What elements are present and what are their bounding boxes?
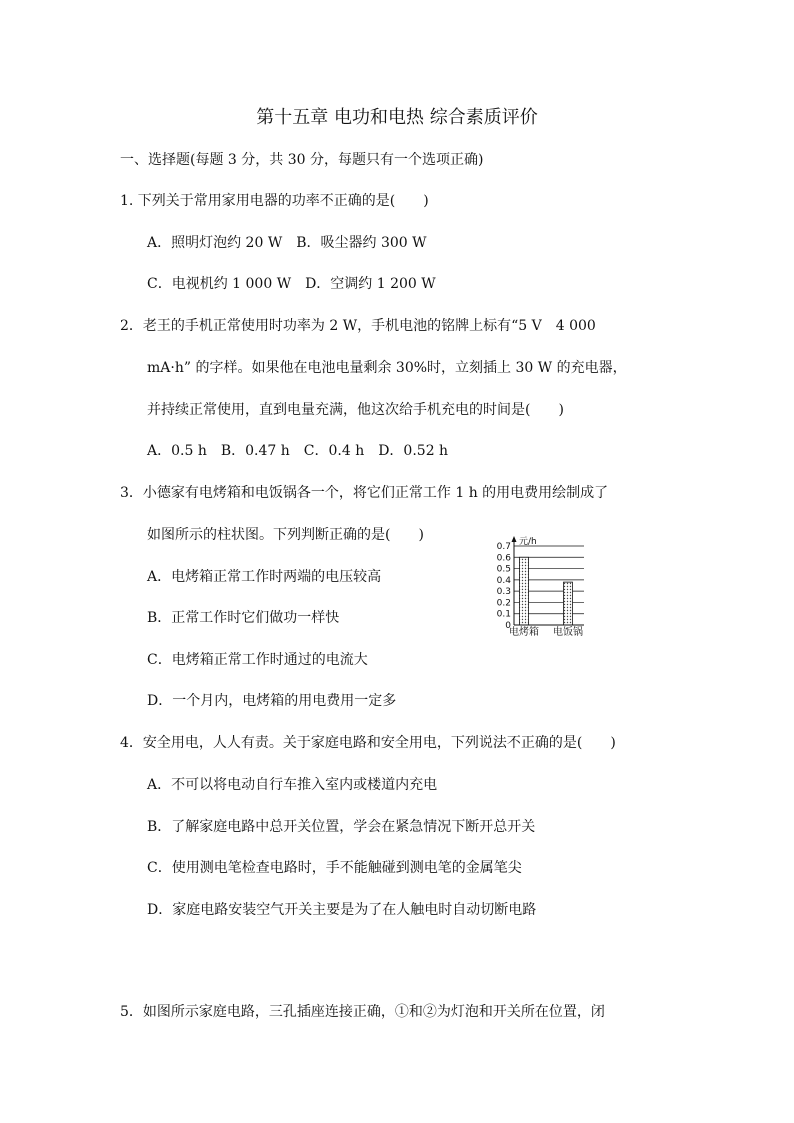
- question-2-line-3: 并持续正常使用，直到电量充满，他这次给手机充电的时间是( ): [147, 402, 564, 418]
- y-tick-label: 0.5: [496, 564, 511, 575]
- page-title: 第十五章 电功和电热 综合素质评价: [256, 107, 538, 128]
- question-3-option-d: D．一个月内，电烤箱的用电费用一定多: [147, 693, 397, 709]
- y-tick-label: 0.7: [496, 542, 511, 552]
- question-3-option-c: C．电烤箱正常工作时通过的电流大: [147, 652, 368, 668]
- x-category-label: 电烤箱: [509, 627, 539, 638]
- question-1-options-ab: A．照明灯泡约 20 W B．吸尘器约 300 W: [147, 235, 427, 251]
- bar-chart: [476, 534, 602, 638]
- y-tick-label: 0.6: [496, 553, 511, 564]
- bar-oven: [520, 557, 529, 625]
- question-2-line-1: 2．老王的手机正常使用时功率为 2 W，手机电池的铭牌上标有“5 V 4 000: [120, 318, 596, 334]
- x-category-label: 电饭锅: [553, 627, 583, 638]
- question-3-option-a: A．电烤箱正常工作时两端的电压较高: [147, 569, 382, 585]
- y-tick-label: 0.3: [496, 587, 511, 598]
- section-heading: 一、选择题(每题 3 分，共 30 分，每题只有一个选项正确): [120, 152, 484, 168]
- bar-rice-cooker: [564, 582, 573, 625]
- y-axis-arrow-icon: [512, 536, 517, 542]
- y-tick-label: 0.1: [496, 609, 511, 620]
- question-4-option-d: D．家庭电路安装空气开关主要是为了在人触电时自动切断电路: [147, 902, 537, 918]
- question-3-line-1: 3．小德家有电烤箱和电饭锅各一个，将它们正常工作 1 h 的用电费用绘制成了: [120, 485, 609, 501]
- question-4-option-a: A．不可以将电动自行车推入室内或楼道内充电: [147, 777, 438, 793]
- question-2-line-2: mA·h” 的字样。如果他在电池电量剩余 30%时，立刻插上 30 W 的充电器，: [147, 360, 627, 376]
- question-3-line-2: 如图所示的柱状图。下列判断正确的是( ): [147, 527, 424, 543]
- y-axis-label: 元/h: [519, 537, 537, 547]
- question-5-line-1: 5．如图所示家庭电路，三孔插座连接正确，①和②为灯泡和开关所在位置，闭: [120, 1004, 605, 1020]
- question-4-option-c: C．使用测电笔检查电路时，手不能触碰到测电笔的金属笔尖: [147, 860, 522, 876]
- question-1-stem: 1. 下列关于常用家用电器的功率不正确的是( ): [120, 193, 429, 209]
- question-3-option-b: B．正常工作时它们做功一样快: [147, 610, 340, 626]
- y-tick-label: 0.2: [496, 598, 511, 609]
- question-2-options: A．0.5 h B．0.47 h C．0.4 h D．0.52 h: [147, 443, 449, 459]
- y-tick-label: 0.4: [496, 575, 511, 586]
- question-4-stem: 4．安全用电，人人有责。关于家庭电路和安全用电，下列说法不正确的是( ): [120, 735, 616, 751]
- y-tick-label: 0: [505, 621, 511, 631]
- question-1-options-cd: C．电视机约 1 000 W D．空调约 1 200 W: [147, 276, 436, 292]
- question-4-option-b: B．了解家庭电路中总开关位置，学会在紧急情况下断开总开关: [147, 819, 536, 835]
